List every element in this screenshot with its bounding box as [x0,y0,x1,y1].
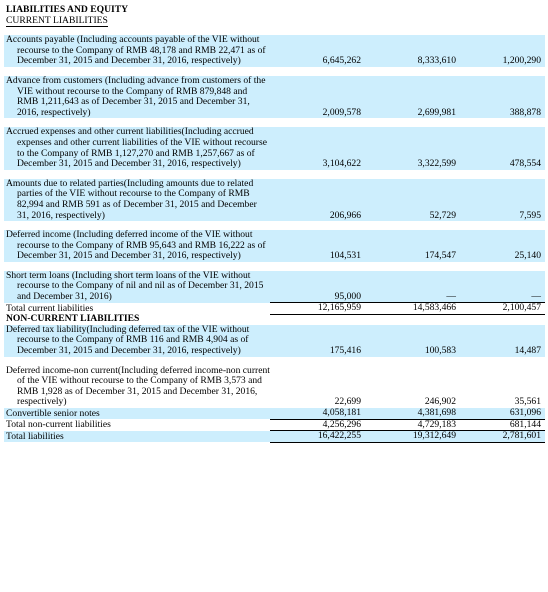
cell-value: 95,000 [270,271,365,303]
cell-value: 206,966 [270,179,365,221]
cell-value: 35,561 [460,366,545,408]
cell-value: 4,058,181 [270,408,365,419]
total-row [4,431,545,443]
table-row [4,325,545,357]
cell-value: 4,256,296 [270,419,365,431]
cell-value: 52,729 [365,179,460,221]
row-label: Accounts payable (Including accounts payable of the VIE without recourse to the Company of RMB 48,178 and RMB 22,471 as of December 31, 2015 and December 31, 2016, respectively) [4,35,270,67]
total-row [4,419,545,431]
cell-value: 631,096 [460,408,545,419]
cell-value: 100,583 [365,325,460,357]
row-label: Convertible senior notes [4,408,270,419]
table-row [4,366,545,408]
cell-value: 174,547 [365,230,460,262]
cell-value: 8,333,610 [365,35,460,67]
table-row [4,179,545,221]
cell-value: 2,781,601 [460,431,545,443]
table-row [4,271,545,303]
cell-value: 19,312,649 [365,431,460,443]
row-label: Amounts due to related parties(Including amounts due to related parties of the VIE without recourse to the Company of RMB 82,994 and RMB 591 as of December 31, 2015 and December 31, 2016, respectively) [4,179,270,221]
cell-value: 478,554 [460,127,545,169]
noncurrent-title: NON-CURRENT LIABILITIES [4,314,270,325]
cell-value: 6,645,262 [270,35,365,67]
table-row [4,127,545,169]
cell-value: 681,144 [460,419,545,431]
cell-value: 7,595 [460,179,545,221]
row-label: Deferred income-non current(Including deferred income-non current of the VIE without recourse to the Company of RMB 3,573 and RMB 1,928 as of December 31, 2015 and December 31, 2016, respectively) [6,364,270,408]
cell-value: — [460,271,545,303]
row-label: Deferred income (Including deferred income of the VIE without recourse to the Company of RMB 95,643 and RMB 16,222 as of December 31, 2015 and December 31, 2016, respectively) [4,230,270,262]
section-title: LIABILITIES AND EQUITY [4,5,270,16]
cell-value: 388,878 [460,76,545,118]
cell-value: 12,165,959 [270,303,365,315]
cell-value: 2,009,578 [270,76,365,118]
row-label: Total non-current liabilities [4,419,270,431]
section-subtitle: CURRENT LIABILITIES [6,14,108,26]
cell-value: 2,699,981 [365,76,460,118]
cell-value: 3,104,622 [270,127,365,169]
cell-value: 2,100,457 [460,303,545,315]
liabilities-table [4,5,545,443]
cell-value: 16,422,255 [270,431,365,443]
cell-value: 104,531 [270,230,365,262]
cell-value: 3,322,599 [365,127,460,169]
row-label: Accrued expenses and other current liabilities(Including accrued expenses and other current liabilities of the VIE without recourse to the Company of RMB 1,127,270 and RMB 1,257,667 as of December 31, 2015 and December 31, 2016, respectively) [4,127,270,169]
row-label: Total current liabilities [4,303,270,315]
cell-value: 14,487 [460,325,545,357]
cell-value: 4,729,183 [365,419,460,431]
cell-value: 4,381,698 [365,408,460,419]
cell-value: 25,140 [460,230,545,262]
table-row [4,230,545,262]
cell-value: 175,416 [270,325,365,357]
table-row [4,35,545,67]
table-row [4,76,545,118]
cell-value: 22,699 [270,366,365,408]
cell-value: — [365,271,460,303]
table-row [4,408,545,419]
row-label: Deferred tax liability(Including deferred tax of the VIE without recourse to the Company of RMB 116 and RMB 4,904 as of December 31, 2015 and December 31, 2016, respectively) [4,325,270,357]
cell-value: 14,583,466 [365,303,460,315]
row-label: Short term loans (Including short term loans of the VIE without recourse to the Company of nil and nil as of December 31, 2015 and December 31, 2016) [4,271,270,303]
cell-value: 246,902 [365,366,460,408]
cell-value: 1,200,290 [460,35,545,67]
row-label: Total liabilities [4,431,270,443]
row-label: Advance from customers (Including advance from customers of the VIE without recourse to the Company of RMB 879,848 and RMB 1,211,643 as of December 31, 2015 and December 31, 2016, respectively) [4,76,270,118]
